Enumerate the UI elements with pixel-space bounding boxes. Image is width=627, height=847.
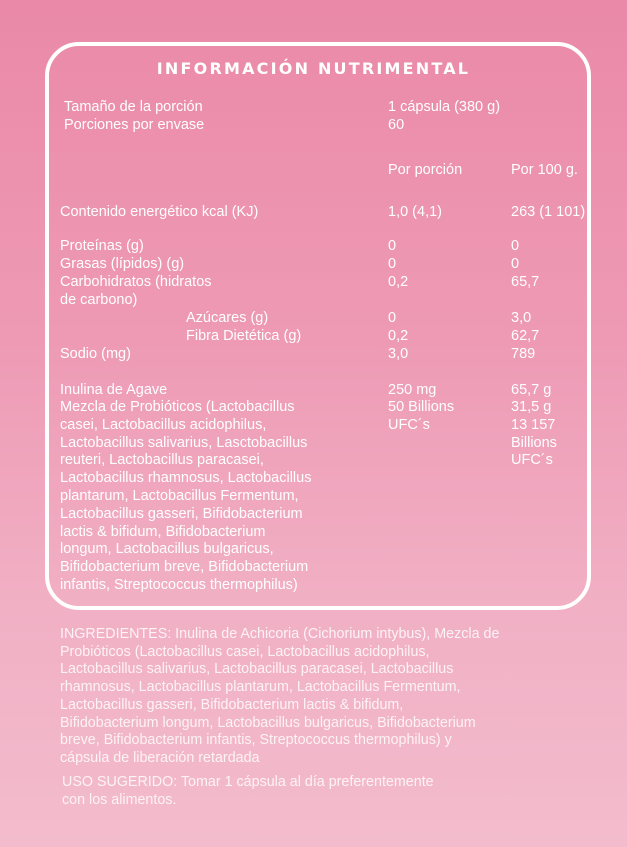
servings-value: 60 [388,117,405,133]
column-header-per-100: Por 100 g. [511,162,578,178]
servings-label: Porciones por envase [64,117,205,133]
sodium-per-100: 789 [511,346,536,362]
probiotics-line: reuteri, Lactobacillus paracasei, [60,452,264,469]
probiotics-label [60,399,380,595]
probiotics-line: casei, Lactobacillus acidophilus, [60,416,267,433]
probiotics-per-100-line: 31,5 g [511,399,552,415]
proteins-per-serving: 0 [388,238,397,254]
probiotics-line: Bifidobacterium breve, Bifidobacterium [60,559,309,576]
sugars-label: Azúcares (g) [186,310,269,326]
ingredients-line: cápsula de liberación retardada [60,749,260,766]
ingredients-text [60,626,605,768]
fats-per-100: 0 [511,256,520,272]
probiotics-line: plantarum, Lactobacillus Fermentum, [60,487,299,504]
sodium-label: Sodio (mg) [60,346,131,362]
ingredients-line: INGREDIENTES: Inulina de Achicoria (Cichorium intybus), Mezcla de [60,626,500,642]
probiotics-per-100-line: 13 157 [511,416,556,433]
energy-label: Contenido energético kcal (KJ) [60,204,259,220]
column-header-per-serving: Por porción [388,162,463,178]
fiber-per-100: 62,7 [511,328,540,344]
inulin-per-serving: 250 mg [388,382,437,398]
sugars-per-serving: 0 [388,310,397,326]
usage-line: con los alimentos. [62,791,177,808]
proteins-per-100: 0 [511,238,520,254]
panel-title: INFORMACIÓN NUTRIMENTAL [156,59,471,78]
probiotics-per-100-line: Billions [511,434,557,451]
sodium-per-serving: 3,0 [388,346,409,362]
carbs-per-serving: 0,2 [388,274,409,290]
probiotics-line: Lactobacillus salivarius, Lasctobacillus [60,434,308,451]
probiotics-per-serving [388,399,454,435]
probiotics-line: Mezcla de Probióticos (Lactobacillus [60,399,295,415]
proteins-label: Proteínas (g) [60,238,144,254]
probiotics-per-serving-line: 50 Billions [388,399,455,415]
ingredients-line: rhamnosus, Lactobacillus plantarum, Lactobacillus Fermentum, [60,679,461,696]
serving-size-value: 1 cápsula (380 g) [388,99,501,115]
probiotics-per-serving-line: UFC´s [388,416,430,433]
suggested-use-text [62,774,562,809]
inulin-per-100: 65,7 g [511,382,552,398]
probiotics-per-100 [511,399,557,470]
probiotics-per-100-line: UFC´s [511,452,553,469]
carbs-label-line-2: de carbono) [60,292,138,308]
ingredients-line: Lactobacillus salivarius, Lactobacillus paracasei, Lactobacillus [60,661,454,678]
ingredients-line: Probióticos (Lactobacillus casei, Lactobacillus acidophilus, [60,643,430,660]
energy-per-100: 263 (1 101) [511,204,586,220]
energy-per-serving: 1,0 (4,1) [388,204,442,220]
fats-per-serving: 0 [388,256,397,272]
probiotics-line: Lactobacillus gasseri, Bifidobacterium [60,505,303,522]
carbs-label-line-1: Carbohidratos (hidratos [60,274,212,290]
probiotics-line: infantis, Streptococcus thermophilus) [60,576,298,593]
inulin-label: Inulina de Agave [60,382,168,398]
serving-size-label: Tamaño de la porción [64,99,203,115]
ingredients-line: Lactobacillus gasseri, Bifidobacterium lactis & bifidum, [60,696,404,713]
probiotics-line: lactis & bifidum, Bifidobacterium [60,523,266,540]
ingredients-line: Bifidobacterium longum, Lactobacillus bulgaricus, Bifidobacterium [60,714,476,731]
sugars-per-100: 3,0 [511,310,532,326]
ingredients-line: breve, Bifidobacterium infantis, Streptococcus thermophilus) y [60,732,452,749]
probiotics-line: Lactobacillus rhamnosus, Lactobacillus [60,470,312,487]
probiotics-line: longum, Lactobacillus bulgaricus, [60,541,274,558]
fiber-per-serving: 0,2 [388,328,409,344]
usage-line: USO SUGERIDO: Tomar 1 cápsula al día preferentemente [62,774,434,790]
fiber-label: Fibra Dietética (g) [186,328,302,344]
fats-label: Grasas (lípidos) (g) [60,256,185,272]
carbs-per-100: 65,7 [511,274,540,290]
